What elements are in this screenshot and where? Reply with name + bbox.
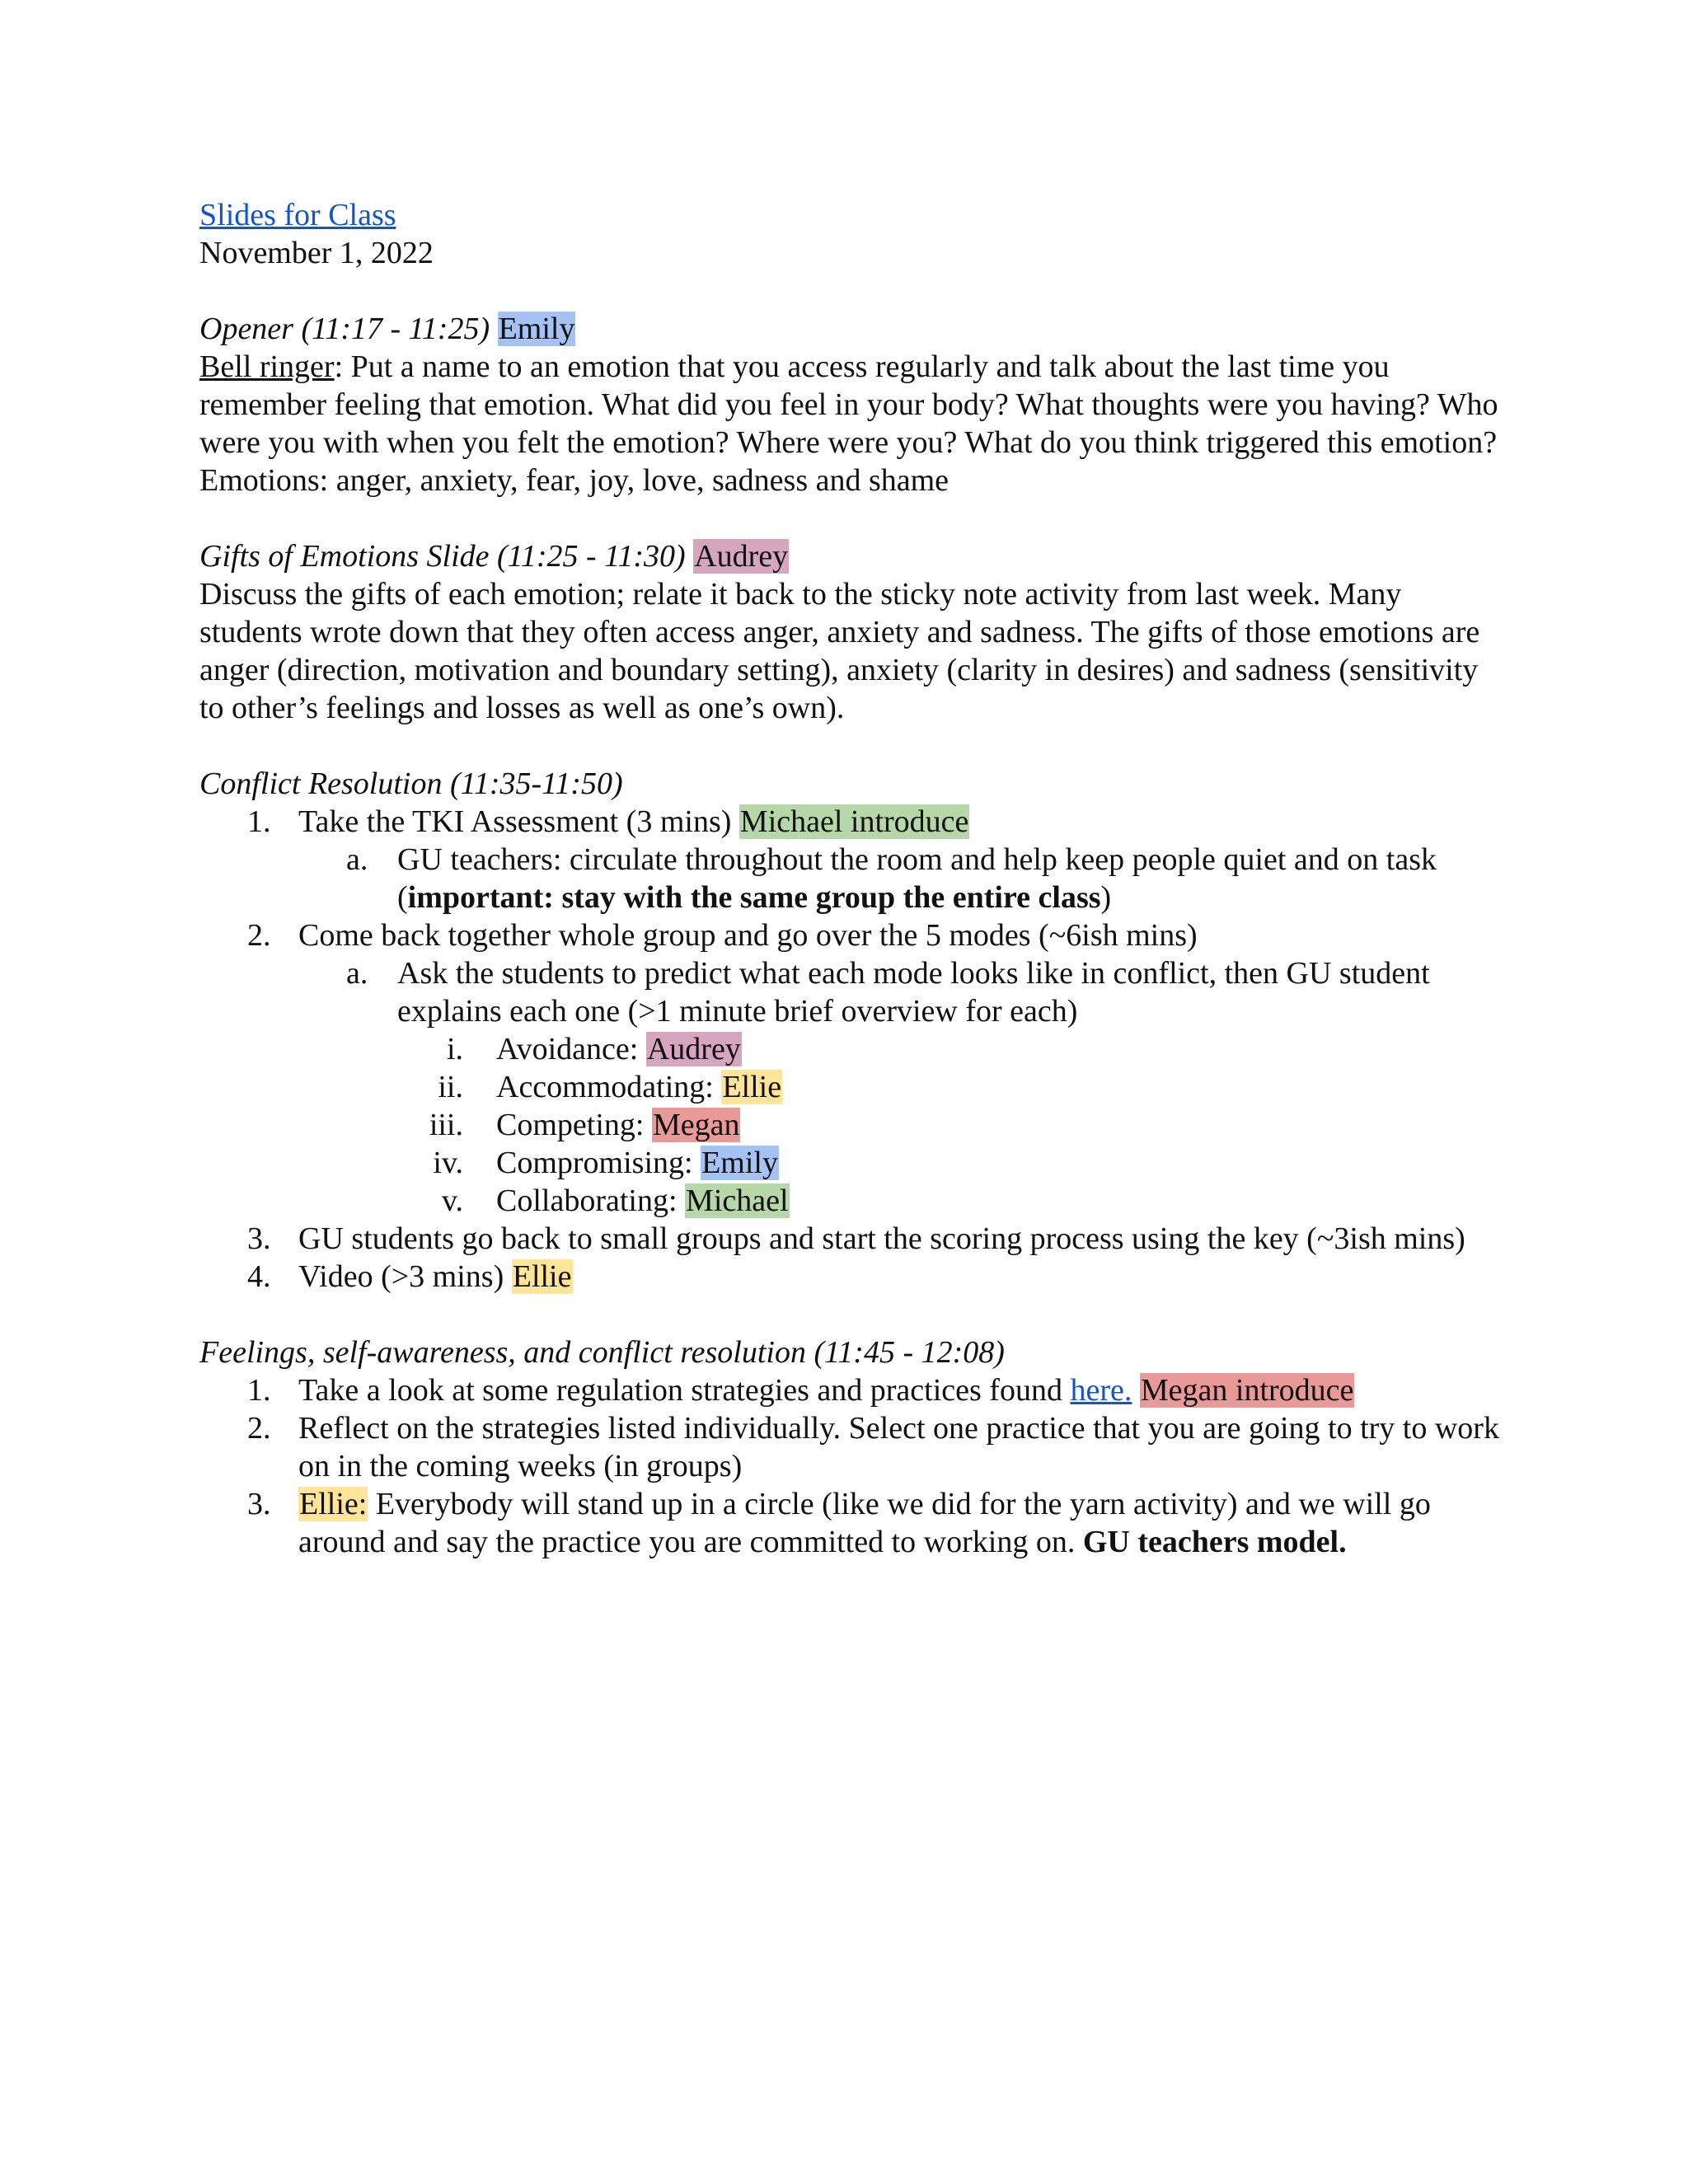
list-marker: iv. bbox=[433, 1146, 463, 1180]
list-item bbox=[199, 1371, 1502, 1409]
list-item bbox=[199, 1485, 1502, 1561]
conflict-list bbox=[199, 803, 1502, 1296]
michael-introduce-highlight: Michael introduce bbox=[739, 804, 969, 839]
mode-label: Competing: bbox=[496, 1108, 652, 1142]
list-item bbox=[199, 954, 1502, 1030]
list-marker: ii. bbox=[438, 1070, 463, 1104]
mode-item bbox=[199, 1144, 1502, 1182]
gifts-presenter-highlight: Audrey bbox=[694, 539, 789, 574]
list-item-text: Video (>3 mins) bbox=[298, 1259, 512, 1294]
list-item-text: GU teachers: circulate throughout the room and help keep people quiet and on task ( bbox=[397, 842, 1437, 915]
list-item-text: Take a look at some regulation strategies and practices found bbox=[298, 1373, 1071, 1408]
list-marker: 2. bbox=[247, 1411, 271, 1446]
megan-introduce-highlight: Megan introduce bbox=[1140, 1373, 1354, 1408]
list-marker: 4. bbox=[247, 1259, 271, 1294]
bell-ringer-paragraph bbox=[199, 348, 1502, 462]
list-marker: 2. bbox=[247, 918, 271, 953]
mode-label: Collaborating: bbox=[496, 1183, 686, 1218]
list-marker: iii. bbox=[429, 1108, 463, 1142]
strategies-link[interactable]: here. bbox=[1070, 1373, 1132, 1408]
feelings-heading: Feelings, self-awareness, and conflict resolution (11:45 - 12:08) bbox=[199, 1335, 1005, 1370]
bell-ringer-text: : Put a name to an emotion that you access regularly and talk about the last time you remember feeling that emotion. What did you feel in your body? What thoughts were you having? Who were you with when you felt the emotion? Where were you? What do you think triggered this emotion? bbox=[199, 349, 1498, 460]
list-item bbox=[199, 916, 1502, 954]
mode-item bbox=[199, 1068, 1502, 1106]
ellie-highlight: Ellie: bbox=[299, 1487, 368, 1521]
list-item bbox=[199, 1409, 1502, 1485]
conflict-heading: Conflict Resolution (11:35-11:50) bbox=[199, 766, 623, 801]
mode-presenter-highlight: Ellie bbox=[722, 1070, 782, 1104]
list-marker: a. bbox=[346, 956, 368, 991]
feelings-list bbox=[199, 1371, 1502, 1561]
list-marker: 3. bbox=[247, 1487, 271, 1521]
list-item-text: GU students go back to small groups and start the scoring process using the key (~3ish mins) bbox=[298, 1221, 1465, 1256]
opener-presenter-highlight: Emily bbox=[498, 312, 575, 346]
list-item bbox=[199, 841, 1502, 916]
gifts-heading bbox=[199, 537, 1502, 575]
mode-item bbox=[199, 1106, 1502, 1144]
list-item-text: ) bbox=[1100, 880, 1112, 915]
document-date: November 1, 2022 bbox=[199, 236, 434, 270]
mode-label: Compromising: bbox=[496, 1146, 701, 1180]
list-item bbox=[199, 1220, 1502, 1258]
mode-presenter-highlight: Michael bbox=[686, 1183, 789, 1218]
list-marker: v. bbox=[441, 1183, 463, 1218]
slides-line bbox=[199, 196, 1502, 234]
slides-link[interactable]: Slides for Class bbox=[199, 198, 396, 232]
list-item-text: Ask the students to predict what each mode looks like in conflict, then GU student explains each one (>1 minute brief overview for each) bbox=[397, 956, 1430, 1029]
list-marker: a. bbox=[346, 842, 368, 877]
bell-ringer-label: Bell ringer bbox=[199, 349, 335, 384]
mode-item bbox=[199, 1030, 1502, 1068]
list-marker: 1. bbox=[247, 1373, 271, 1408]
list-item-text: Everybody will stand up in a circle (like we did for the yarn activity) and we will go around and say the practice you are committed to working on. bbox=[298, 1487, 1431, 1559]
video-presenter-highlight: Ellie bbox=[512, 1259, 572, 1294]
list-item-text: Reflect on the strategies listed individually. Select one practice that you are going to try to work on in the coming weeks (in groups) bbox=[298, 1411, 1499, 1483]
gifts-title: Gifts of Emotions Slide (11:25 - 11:30) bbox=[199, 539, 686, 574]
mode-label: Avoidance: bbox=[496, 1032, 646, 1066]
list-item bbox=[199, 803, 1502, 841]
gu-teachers-model-note: GU teachers model. bbox=[1082, 1525, 1347, 1559]
document-body bbox=[199, 196, 1502, 1561]
mode-presenter-highlight: Megan bbox=[652, 1108, 740, 1142]
important-note: important: stay with the same group the entire class bbox=[407, 880, 1101, 915]
list-marker: i. bbox=[446, 1032, 463, 1066]
list-marker: 1. bbox=[247, 804, 271, 839]
opener-title: Opener (11:17 - 11:25) bbox=[199, 312, 490, 346]
gifts-paragraph: Discuss the gifts of each emotion; relate it back to the sticky note activity from last week. Many students wrote down that they often access anger, anxiety and sadness. The gifts of those emotions are anger (direction, motivation and boundary setting), anxiety (clarity in desires) and sadness (sensitivity to other’s feelings and losses as well as one’s own). bbox=[199, 577, 1480, 725]
list-marker: 3. bbox=[247, 1221, 271, 1256]
mode-label: Accommodating: bbox=[496, 1070, 722, 1104]
list-item bbox=[199, 1258, 1502, 1296]
list-item-text: Come back together whole group and go over the 5 modes (~6ish mins) bbox=[298, 918, 1198, 953]
mode-item bbox=[199, 1182, 1502, 1220]
emotions-list: Emotions: anger, anxiety, fear, joy, love, sadness and shame bbox=[199, 463, 950, 498]
opener-heading bbox=[199, 310, 1502, 348]
mode-presenter-highlight: Emily bbox=[701, 1146, 778, 1180]
mode-presenter-highlight: Audrey bbox=[646, 1032, 741, 1066]
list-item-text: Take the TKI Assessment (3 mins) bbox=[298, 804, 739, 839]
